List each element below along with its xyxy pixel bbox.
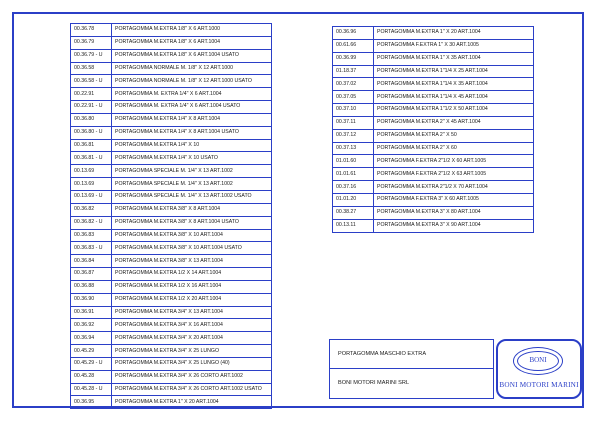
table-row <box>333 39 534 52</box>
table-row <box>71 242 272 255</box>
part-code: 00.37.02 <box>333 78 374 91</box>
table-row <box>333 155 534 168</box>
drawing-title: PORTAGOMMA MASCHIO EXTRA <box>330 340 493 369</box>
part-description: PORTAGOMMA SPECIALE M. 1/4" X 13 ART.1002 <box>112 165 272 178</box>
table-row <box>71 357 272 370</box>
table-row <box>71 229 272 242</box>
part-code: 00.22.91 <box>71 88 112 101</box>
part-code: 00.36.88 <box>71 280 112 293</box>
part-code: 00.36.80 - U <box>71 126 112 139</box>
part-description: PORTAGOMMA M.EXTRA 3/4" X 25 LUNGO <box>112 345 272 358</box>
part-code: 00.45.29 <box>71 345 112 358</box>
part-description: PORTAGOMMA M.EXTRA 3/8" X 10 ART.1004 <box>112 229 272 242</box>
part-code: 00.36.78 <box>71 24 112 37</box>
part-description: PORTAGOMMA F.EXTRA 3" X 60 ART.1005 <box>374 193 534 206</box>
part-description: PORTAGOMMA M.EXTRA 2"1/2 X 70 ART.1004 <box>374 181 534 194</box>
part-code: 01.01.60 <box>333 155 374 168</box>
table-row <box>71 36 272 49</box>
part-description: PORTAGOMMA SPECIALE M. 1/4" X 13 ART.1002 <box>112 178 272 191</box>
table-row <box>333 52 534 65</box>
table-row <box>71 280 272 293</box>
part-code: 00.22.91 - U <box>71 101 112 114</box>
table-row <box>71 396 272 409</box>
part-code: 00.36.96 <box>333 27 374 40</box>
part-code: 00.37.12 <box>333 129 374 142</box>
part-code: 00.37.11 <box>333 116 374 129</box>
part-code: 00.36.99 <box>333 52 374 65</box>
part-description: PORTAGOMMA M.EXTRA 2" X 50 <box>374 129 534 142</box>
part-code: 00.61.66 <box>333 39 374 52</box>
table-row <box>71 370 272 383</box>
part-description: PORTAGOMMA M.EXTRA 3" X 80 ART.1004 <box>374 206 534 219</box>
table-row <box>333 219 534 232</box>
part-description: PORTAGOMMA NORMALE M. 1/8" X 12 ART.1000 USATO <box>112 75 272 88</box>
part-code: 00.36.92 <box>71 319 112 332</box>
part-description: PORTAGOMMA M.EXTRA 1/8" X 6 ART.1004 USATO <box>112 49 272 62</box>
part-code: 00.36.82 - U <box>71 216 112 229</box>
part-code: 00.45.28 - U <box>71 383 112 396</box>
table-row <box>333 27 534 40</box>
table-row <box>333 168 534 181</box>
table-row <box>71 101 272 114</box>
part-code: 00.36.84 <box>71 255 112 268</box>
table-row <box>71 75 272 88</box>
part-code: 00.36.58 <box>71 62 112 75</box>
table-row <box>71 345 272 358</box>
part-description: PORTAGOMMA M.EXTRA 1"1/4 X 25 ART.1004 <box>374 65 534 78</box>
part-code: 00.36.80 <box>71 113 112 126</box>
part-code: 00.13.69 <box>71 165 112 178</box>
parts-table-right <box>332 26 534 233</box>
part-description: PORTAGOMMA M.EXTRA 3/4" X 20 ART.1004 <box>112 332 272 345</box>
table-row <box>333 206 534 219</box>
table-row <box>71 190 272 203</box>
part-description: PORTAGOMMA M.EXTRA 2" X 60 <box>374 142 534 155</box>
part-code: 00.36.94 <box>71 332 112 345</box>
part-description: PORTAGOMMA NORMALE M. 1/8" X 12 ART.1000 <box>112 62 272 75</box>
table-row <box>333 65 534 78</box>
part-code: 00.45.29 - U <box>71 357 112 370</box>
table-row <box>333 181 534 194</box>
part-description: PORTAGOMMA SPECIALE M. 1/4" X 13 ART.1002 USATO <box>112 190 272 203</box>
part-description: PORTAGOMMA M.EXTRA 1/2 X 14 ART.1004 <box>112 268 272 281</box>
part-code: 00.36.79 <box>71 36 112 49</box>
part-description: PORTAGOMMA M.EXTRA 3/4" X 13 ART.1004 <box>112 306 272 319</box>
part-description: PORTAGOMMA M.EXTRA 1" X 20 ART.1004 <box>112 396 272 409</box>
part-description: PORTAGOMMA M.EXTRA 3/8" X 13 ART.1004 <box>112 255 272 268</box>
part-description: PORTAGOMMA F.EXTRA 2"1/2 X 60 ART.1005 <box>374 155 534 168</box>
part-code: 00.38.27 <box>333 206 374 219</box>
table-row <box>71 88 272 101</box>
table-row <box>71 178 272 191</box>
part-code: 00.36.79 - U <box>71 49 112 62</box>
table-row <box>71 203 272 216</box>
part-description: PORTAGOMMA M.EXTRA 1/4" X 10 <box>112 139 272 152</box>
part-description: PORTAGOMMA M.EXTRA 1/4" X 8 ART.1004 <box>112 113 272 126</box>
table-row <box>71 165 272 178</box>
table-row <box>71 152 272 165</box>
part-code: 00.37.10 <box>333 104 374 117</box>
title-block <box>329 339 494 399</box>
table-row <box>71 113 272 126</box>
table-row <box>71 139 272 152</box>
part-code: 00.36.83 - U <box>71 242 112 255</box>
table-row <box>71 293 272 306</box>
part-code: 00.13.69 <box>71 178 112 191</box>
table-row <box>71 383 272 396</box>
part-description: PORTAGOMMA M. EXTRA 1/4" X 6 ART.1004 <box>112 88 272 101</box>
table-row <box>333 91 534 104</box>
part-description: PORTAGOMMA F.EXTRA 2"1/2 X 63 ART.1005 <box>374 168 534 181</box>
table-row <box>71 255 272 268</box>
part-description: PORTAGOMMA M.EXTRA 1/8" X 6 ART.1000 <box>112 24 272 37</box>
part-description: PORTAGOMMA M.EXTRA 3/4" X 16 ART.1004 <box>112 319 272 332</box>
part-code: 00.45.28 <box>71 370 112 383</box>
table-row <box>333 104 534 117</box>
part-description: PORTAGOMMA M. EXTRA 1/4" X 6 ART.1004 USATO <box>112 101 272 114</box>
part-description: PORTAGOMMA M.EXTRA 1/2 X 16 ART.1004 <box>112 280 272 293</box>
part-description: PORTAGOMMA M.EXTRA 1" X 35 ART.1004 <box>374 52 534 65</box>
part-code: 00.36.82 <box>71 203 112 216</box>
part-code: 00.36.81 <box>71 139 112 152</box>
part-code: 00.13.11 <box>333 219 374 232</box>
part-description: PORTAGOMMA M.EXTRA 1/2 X 20 ART.1004 <box>112 293 272 306</box>
part-code: 00.36.81 - U <box>71 152 112 165</box>
part-description: PORTAGOMMA M.EXTRA 3/8" X 8 ART.1004 <box>112 203 272 216</box>
part-code: 00.37.16 <box>333 181 374 194</box>
part-description: PORTAGOMMA M.EXTRA 3/8" X 10 ART.1004 USATO <box>112 242 272 255</box>
part-code: 00.36.91 <box>71 306 112 319</box>
part-code: 00.36.95 <box>71 396 112 409</box>
table-row <box>71 49 272 62</box>
table-row <box>71 62 272 75</box>
part-description: PORTAGOMMA F.EXTRA 1" X 30 ART.1005 <box>374 39 534 52</box>
part-description: PORTAGOMMA M.EXTRA 3/4" X 26 CORTO ART.1002 <box>112 370 272 383</box>
company-logo <box>496 339 582 399</box>
table-row <box>71 319 272 332</box>
company-name: BONI MOTORI MARINI SRL <box>338 380 410 386</box>
part-code: 01.18.37 <box>333 65 374 78</box>
table-row <box>71 306 272 319</box>
table-row <box>71 216 272 229</box>
part-code: 01.01.20 <box>333 193 374 206</box>
table-row <box>71 126 272 139</box>
part-code: 01.01.61 <box>333 168 374 181</box>
parts-table-left <box>70 23 272 409</box>
table-row <box>71 268 272 281</box>
part-code: 00.36.58 - U <box>71 75 112 88</box>
part-code: 00.36.87 <box>71 268 112 281</box>
part-description: PORTAGOMMA M.EXTRA 1/8" X 6 ART.1004 <box>112 36 272 49</box>
part-description: PORTAGOMMA M.EXTRA 1"1/4 X 45 ART.1004 <box>374 91 534 104</box>
table-row <box>71 332 272 345</box>
part-code: 00.36.90 <box>71 293 112 306</box>
table-row <box>333 116 534 129</box>
part-description: PORTAGOMMA M.EXTRA 2" X 45 ART.1004 <box>374 116 534 129</box>
table-row <box>333 129 534 142</box>
table-row <box>333 78 534 91</box>
part-code: 00.37.05 <box>333 91 374 104</box>
part-code: 00.13.69 - U <box>71 190 112 203</box>
part-description: PORTAGOMMA M.EXTRA 3" X 90 ART.1004 <box>374 219 534 232</box>
part-description: PORTAGOMMA M.EXTRA 3/4" X 25 LUNGO (40) <box>112 357 272 370</box>
table-row <box>333 142 534 155</box>
part-description: PORTAGOMMA M.EXTRA 1/4" X 8 ART.1004 USATO <box>112 126 272 139</box>
table-row <box>333 193 534 206</box>
part-description: PORTAGOMMA M.EXTRA 1"1/2 X 50 ART.1004 <box>374 104 534 117</box>
table-row <box>71 24 272 37</box>
part-code: 00.37.13 <box>333 142 374 155</box>
part-code: 00.36.83 <box>71 229 112 242</box>
part-description: PORTAGOMMA M.EXTRA 1/4" X 10 USATO <box>112 152 272 165</box>
logo-oval-text: BONI <box>529 356 547 364</box>
part-description: PORTAGOMMA M.EXTRA 3/8" X 8 ART.1004 USATO <box>112 216 272 229</box>
logo-company-name: BONI MOTORI MARINI <box>499 381 579 389</box>
part-description: PORTAGOMMA M.EXTRA 3/4" X 26 CORTO ART.1002 USATO <box>112 383 272 396</box>
part-description: PORTAGOMMA M.EXTRA 1"1/4 X 35 ART.1004 <box>374 78 534 91</box>
part-description: PORTAGOMMA M.EXTRA 1" X 20 ART.1004 <box>374 27 534 40</box>
logo-oval <box>513 347 563 375</box>
